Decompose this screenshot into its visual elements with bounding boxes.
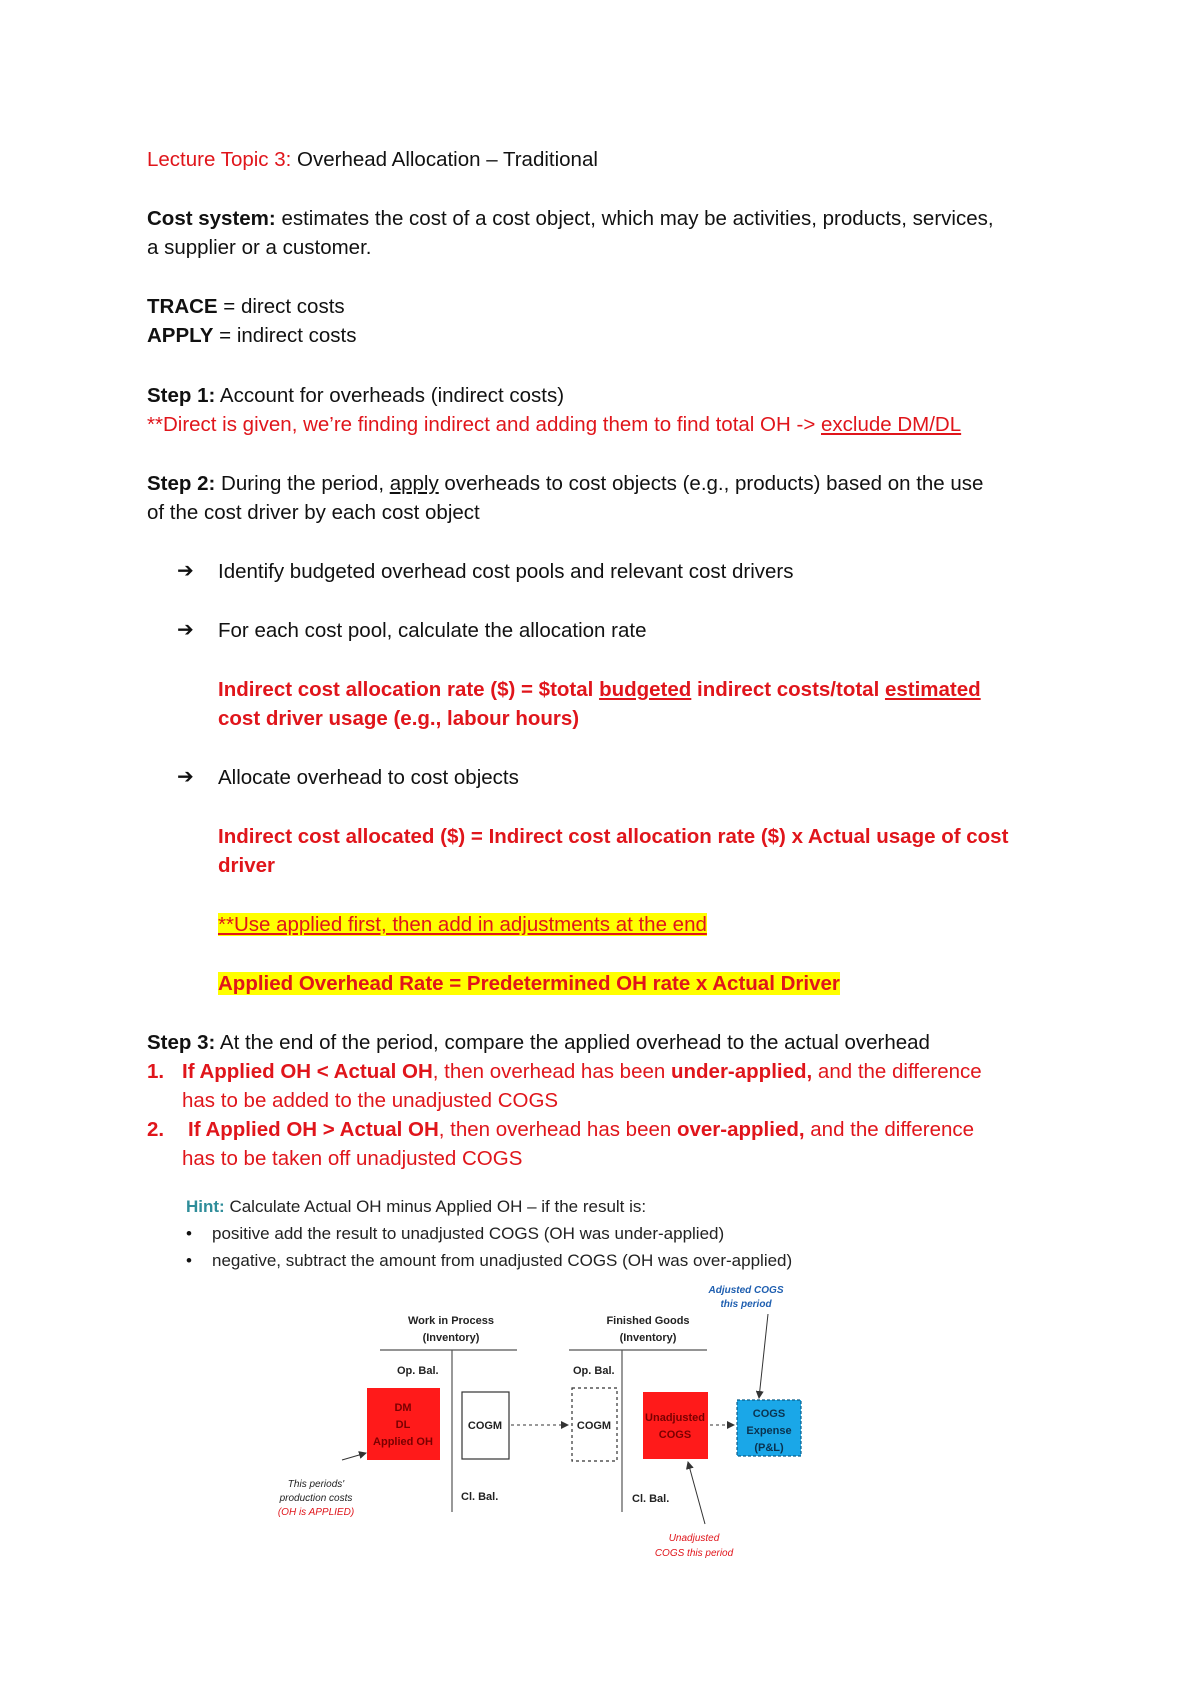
cogs-expense-label-2: Expense [746,1425,792,1437]
formula1-part-a: Indirect cost allocation rate ($) = $total [218,678,600,701]
step2-line2: of the cost driver by each cost object [147,501,480,524]
cost-flow-diagram [260,1280,820,1570]
wip-cl-bal: Cl. Bal. [461,1491,499,1503]
item2-text-end: and the difference [804,1118,975,1141]
applied-first-note-text: **Use applied first, then add in adjustments at the end [218,913,707,936]
applied-first-note [218,910,707,939]
item1-condition: If Applied OH < Actual OH [182,1060,433,1083]
hint-line [186,1194,646,1220]
fg-cogm-label: COGM [576,1420,612,1432]
apply-text: = indirect costs [213,324,357,347]
step3-text: At the end of the period, compare the applied overhead to the actual overhead [215,1031,930,1054]
cost-system-line2: a supplier or a customer. [147,236,372,259]
step3-label: Step 3: [147,1031,216,1054]
step1-text: Account for overheads (indirect costs) [215,384,565,407]
unadjusted-note-1: Unadjusted [668,1533,720,1544]
bullet-dot-icon: • [186,1251,192,1270]
step2-bullet2: For each cost pool, calculate the allocation rate [218,619,647,642]
step2-text-b: overheads to cost objects (e.g., products) based on the use [438,472,984,495]
production-costs-pointer [342,1453,366,1460]
arrow-bullet-icon: ➔ [177,766,194,788]
fg-cl-bal: Cl. Bal. [632,1493,670,1505]
hint-text: Calculate Actual OH minus Applied OH – if the result is: [224,1197,647,1216]
item2-text: , then overhead has been [438,1118,677,1141]
arrow-bullet-icon: ➔ [177,560,194,582]
dm-label: DM [394,1402,412,1414]
item2-over-applied: over-applied, [676,1118,805,1141]
unadjusted-cogs-label-1: Unadjusted [645,1412,705,1424]
step3-item2-line1 [188,1115,974,1144]
fg-op-bal: Op. Bal. [573,1365,615,1377]
fg-title: Finished Goods [606,1315,690,1327]
step1-note-text: **Direct is given, we’re finding indirect and adding them to find total OH -> [147,413,821,436]
trace-label: TRACE [147,295,218,318]
unadjusted-cogs-label-2: COGS [658,1429,692,1441]
formula1-budgeted: budgeted [599,678,692,701]
periods-note-1: This periods' [287,1479,345,1490]
adjusted-cogs-pointer [759,1314,768,1398]
hint-label: Hint: [186,1197,225,1216]
cost-system-text: estimates the cost of a cost object, which may be activities, products, services, [275,207,994,230]
cost-system-label: Cost system: [147,207,276,230]
step3-line [147,1028,930,1057]
arrow-bullet-icon: ➔ [177,619,194,641]
unadjusted-note-2: COGS this period [654,1548,734,1559]
step1-label: Step 1: [147,384,216,407]
step2-label: Step 2: [147,472,216,495]
wip-op-bal: Op. Bal. [397,1365,439,1377]
formula1-estimated: estimated [884,678,981,701]
step2-bullet1: Identify budgeted overhead cost pools and relevant cost drivers [218,560,794,583]
item1-under-applied: under-applied, [670,1060,813,1083]
adjusted-cogs-note-2: this period [720,1299,772,1310]
item1-text-end: and the difference [812,1060,982,1083]
wip-title: Work in Process [408,1315,494,1327]
item2-condition: If Applied OH > Actual OH [188,1118,439,1141]
periods-note-2: production costs [279,1493,353,1504]
wip-cogm-label: COGM [467,1420,503,1432]
unadjusted-cogs-pointer [688,1462,705,1524]
step2-text-a: During the period, [215,472,390,495]
step2-bullet3: Allocate overhead to cost objects [218,766,519,789]
formula2-line1: Indirect cost allocated ($) = Indirect cost allocation rate ($) x Actual usage of cost [218,825,1009,848]
step3-item2-line2: has to be taken off unadjusted COGS [182,1147,523,1170]
step1-note [147,410,961,439]
formula1-line2: cost driver usage (e.g., labour hours) [218,707,580,730]
step3-item1-line1 [182,1057,982,1086]
step3-item1-line2: has to be added to the unadjusted COGS [182,1089,559,1112]
step2-line1 [147,469,983,498]
lecture-topic-text: Overhead Allocation – Traditional [291,148,598,171]
wip-subtitle: (Inventory) [422,1332,480,1344]
unadjusted-cogs-box [643,1392,708,1459]
trace-text: = direct costs [217,295,345,318]
lecture-title [147,145,598,174]
applied-oh-label: Applied OH [373,1436,433,1448]
lecture-topic-label: Lecture Topic 3: [147,148,292,171]
formula2-line2: driver [218,854,275,877]
hint-bullet1: positive add the result to unadjusted COGS (OH was under-applied) [212,1224,725,1243]
bullet-dot-icon: • [186,1224,192,1243]
dl-label: DL [395,1419,411,1431]
cogs-expense-label-1: COGS [752,1408,786,1420]
cogs-expense-label-3: (P&L) [754,1442,784,1454]
hint-bullet2: negative, subtract the amount from unadjusted COGS (OH was over-applied) [212,1251,793,1270]
cost-system-line1 [147,204,994,233]
apply-line [147,321,356,350]
step1-line [147,381,564,410]
trace-line [147,292,345,321]
formula1-part-b: indirect costs/total [691,678,885,701]
item1-text: , then overhead has been [432,1060,671,1083]
step3-item1-number: 1. [147,1060,165,1083]
formula1-line1 [218,675,981,704]
step2-apply-word: apply [389,472,439,495]
step3-item2-number: 2. [147,1118,165,1141]
adjusted-cogs-note: Adjusted COGS [708,1285,784,1296]
periods-note-3: (OH is APPLIED) [277,1507,355,1518]
fg-subtitle: (Inventory) [619,1332,677,1344]
step1-note-underlined: exclude DM/DL [821,413,962,436]
applied-rate-text: Applied Overhead Rate = Predetermined OH rate x Actual Driver [218,972,840,995]
apply-label: APPLY [147,324,214,347]
applied-rate-formula [218,969,840,998]
